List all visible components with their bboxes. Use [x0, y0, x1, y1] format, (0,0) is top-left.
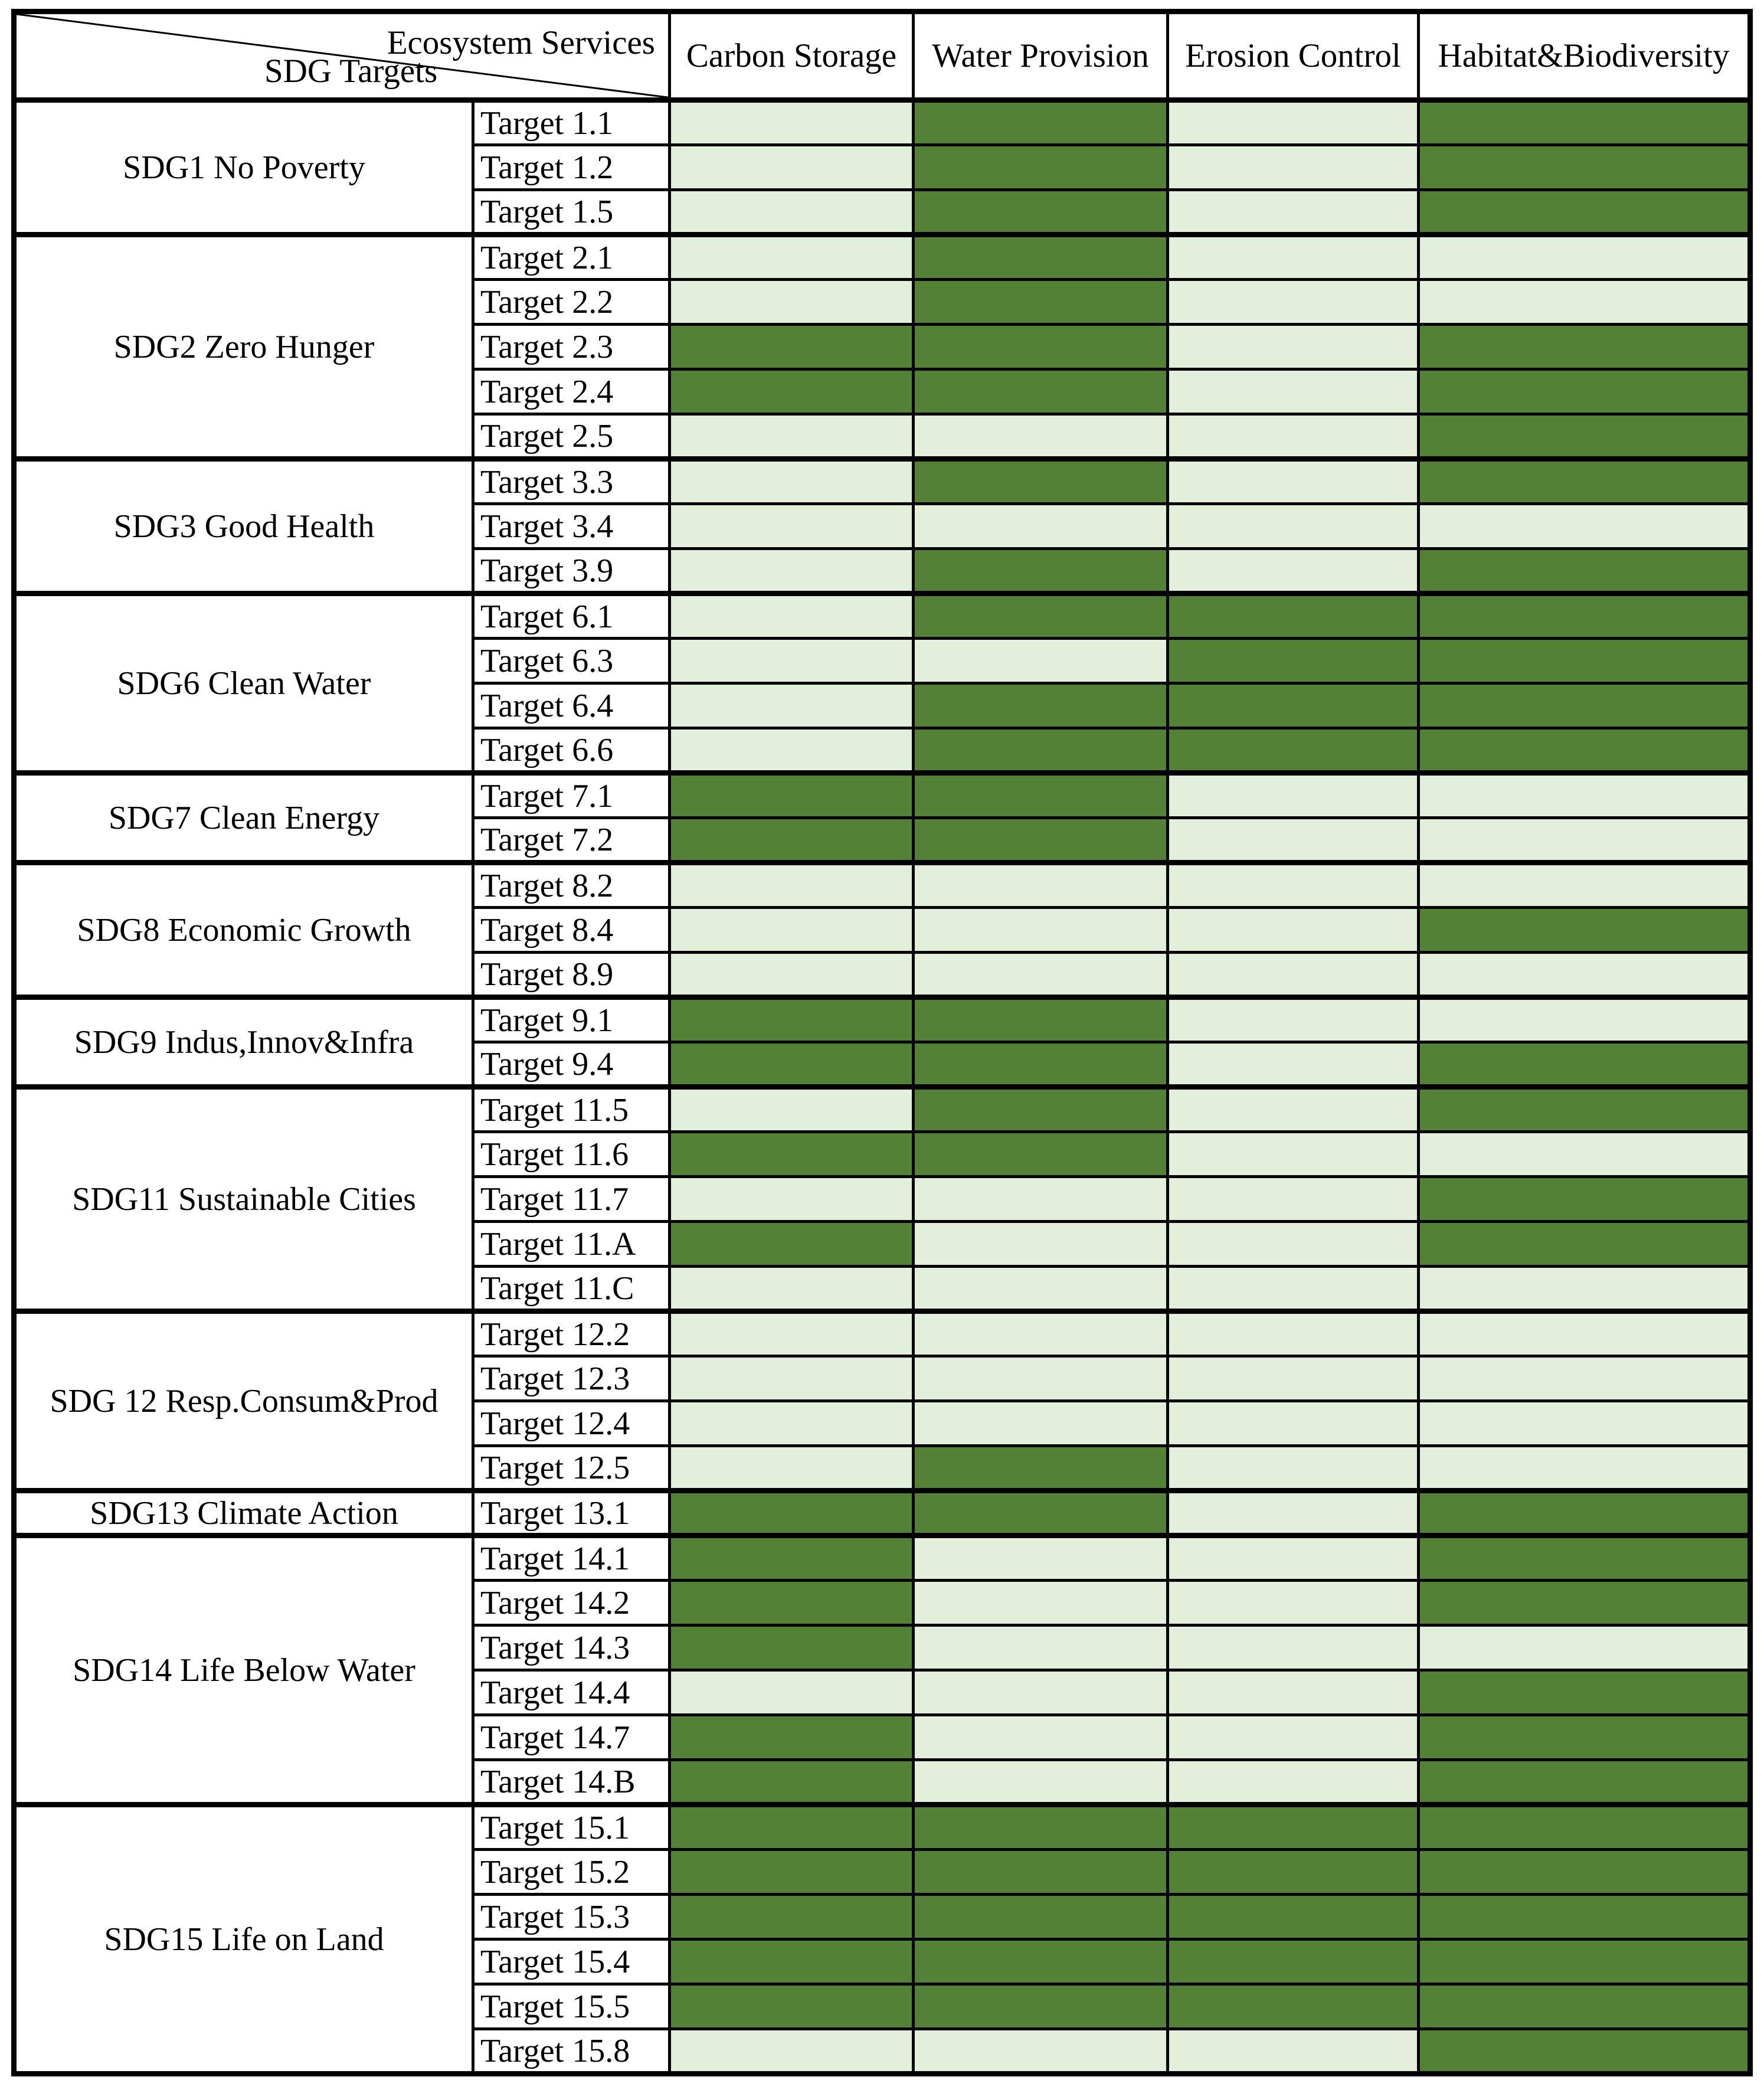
matrix-row	[14, 863, 1750, 908]
matrix-cell	[914, 1625, 1168, 1670]
matrix-cell	[1419, 459, 1750, 504]
matrix-cell	[1419, 369, 1750, 414]
matrix-cell	[914, 459, 1168, 504]
matrix-cell	[1168, 908, 1419, 953]
matrix-cell	[914, 818, 1168, 863]
matrix-cell	[670, 549, 914, 594]
matrix-cell	[914, 549, 1168, 594]
corner-header-cell	[14, 12, 670, 100]
matrix-cell	[1168, 997, 1419, 1042]
matrix-cell	[1168, 863, 1419, 908]
sdg-group-label: SDG2 Zero Hunger	[14, 235, 473, 459]
matrix-cell	[1419, 683, 1750, 728]
corner-label-ecosystem-services: Ecosystem Services	[387, 24, 655, 61]
matrix-cell	[670, 1087, 914, 1132]
matrix-row	[14, 773, 1750, 818]
sdg-group-label: SDG7 Clean Energy	[14, 773, 473, 863]
matrix-cell	[914, 1356, 1168, 1401]
target-label: Target 2.5	[473, 414, 670, 459]
target-label: Target 14.B	[473, 1760, 670, 1805]
matrix-cell	[914, 414, 1168, 459]
column-header-habitat-biodiversity: Habitat&Biodiversity	[1419, 12, 1750, 100]
matrix-cell	[670, 908, 914, 953]
target-label: Target 15.3	[473, 1895, 670, 1939]
matrix-cell	[670, 414, 914, 459]
matrix-cell	[1419, 100, 1750, 145]
matrix-cell	[914, 997, 1168, 1042]
matrix-cell	[670, 1401, 914, 1446]
matrix-cell	[1419, 1401, 1750, 1446]
matrix-cell	[1168, 414, 1419, 459]
matrix-cell	[670, 1895, 914, 1939]
matrix-cell	[1419, 908, 1750, 953]
target-label: Target 2.1	[473, 235, 670, 280]
matrix-cell	[1419, 190, 1750, 235]
target-label: Target 14.3	[473, 1625, 670, 1670]
matrix-cell	[1419, 549, 1750, 594]
matrix-cell	[670, 1715, 914, 1760]
matrix-cell	[1168, 1222, 1419, 1267]
matrix-cell	[1419, 863, 1750, 908]
matrix-cell	[1419, 1267, 1750, 1311]
matrix-cell	[1168, 1715, 1419, 1760]
target-label: Target 7.2	[473, 818, 670, 863]
matrix-cell	[914, 1581, 1168, 1625]
matrix-cell	[670, 1491, 914, 1536]
matrix-cell	[1168, 1805, 1419, 1850]
matrix-cell	[670, 639, 914, 683]
sdg-group-label: SDG13 Climate Action	[14, 1491, 473, 1536]
target-label: Target 14.1	[473, 1536, 670, 1581]
matrix-cell	[1168, 639, 1419, 683]
matrix-cell	[1419, 1491, 1750, 1536]
matrix-row	[14, 1311, 1750, 1356]
matrix-cell	[1168, 369, 1419, 414]
column-header-water-provision: Water Provision	[914, 12, 1168, 100]
target-label: Target 13.1	[473, 1491, 670, 1536]
matrix-cell	[670, 459, 914, 504]
matrix-cell	[670, 1356, 914, 1401]
matrix-cell	[670, 280, 914, 325]
matrix-cell	[670, 325, 914, 369]
matrix-cell	[1168, 1132, 1419, 1177]
target-label: Target 14.4	[473, 1670, 670, 1715]
matrix-cell	[1168, 1267, 1419, 1311]
matrix-cell	[1168, 1311, 1419, 1356]
matrix-cell	[1168, 1581, 1419, 1625]
matrix-cell	[914, 1760, 1168, 1805]
matrix-cell	[1168, 1042, 1419, 1087]
matrix-row	[14, 1536, 1750, 1581]
sdg-group-label: SDG15 Life on Land	[14, 1805, 473, 2074]
matrix-cell	[1168, 2029, 1419, 2074]
matrix-cell	[1168, 1087, 1419, 1132]
target-label: Target 15.8	[473, 2029, 670, 2074]
matrix-cell	[670, 1446, 914, 1491]
matrix-cell	[1168, 549, 1419, 594]
matrix-cell	[1419, 414, 1750, 459]
target-label: Target 2.2	[473, 280, 670, 325]
matrix-cell	[670, 728, 914, 773]
target-label: Target 12.2	[473, 1311, 670, 1356]
matrix-cell	[1168, 100, 1419, 145]
matrix-cell	[1168, 728, 1419, 773]
matrix-cell	[670, 2029, 914, 2074]
matrix-cell	[914, 1446, 1168, 1491]
matrix-cell	[1168, 1446, 1419, 1491]
sdg-group-label: SDG3 Good Health	[14, 459, 473, 594]
matrix-cell	[1419, 1536, 1750, 1581]
target-label: Target 12.4	[473, 1401, 670, 1446]
matrix-cell	[914, 504, 1168, 549]
matrix-cell	[670, 863, 914, 908]
matrix-cell	[670, 773, 914, 818]
target-label: Target 6.4	[473, 683, 670, 728]
matrix-cell	[670, 235, 914, 280]
matrix-row	[14, 459, 1750, 504]
matrix-cell	[914, 1401, 1168, 1446]
matrix-cell	[1168, 190, 1419, 235]
matrix-cell	[670, 504, 914, 549]
matrix-cell	[914, 1939, 1168, 1984]
matrix-cell	[1419, 953, 1750, 997]
matrix-cell	[914, 2029, 1168, 2074]
matrix-cell	[670, 997, 914, 1042]
target-label: Target 11.C	[473, 1267, 670, 1311]
target-label: Target 2.3	[473, 325, 670, 369]
matrix-cell	[1419, 1760, 1750, 1805]
matrix-cell	[914, 280, 1168, 325]
matrix-cell	[1419, 1625, 1750, 1670]
matrix-cell	[914, 1850, 1168, 1895]
sdg-group-label: SDG1 No Poverty	[14, 100, 473, 235]
matrix-cell	[1419, 997, 1750, 1042]
matrix-cell	[670, 1222, 914, 1267]
target-label: Target 12.3	[473, 1356, 670, 1401]
matrix-cell	[1419, 1984, 1750, 2029]
matrix-cell	[670, 1984, 914, 2029]
matrix-cell	[1168, 953, 1419, 997]
matrix-cell	[1168, 1356, 1419, 1401]
matrix-cell	[1419, 1087, 1750, 1132]
matrix-cell	[1419, 1895, 1750, 1939]
sdg-group-label: SDG9 Indus,Innov&Infra	[14, 997, 473, 1087]
matrix-cell	[914, 953, 1168, 997]
matrix-cell	[1168, 235, 1419, 280]
matrix-cell	[670, 953, 914, 997]
matrix-row	[14, 1805, 1750, 1850]
sdg-group-label: SDG14 Life Below Water	[14, 1536, 473, 1805]
matrix-cell	[1419, 280, 1750, 325]
matrix-cell	[670, 1132, 914, 1177]
matrix-cell	[1419, 1311, 1750, 1356]
matrix-cell	[1419, 1805, 1750, 1850]
target-label: Target 1.1	[473, 100, 670, 145]
matrix-cell	[914, 1087, 1168, 1132]
matrix-cell	[914, 863, 1168, 908]
matrix-cell	[1419, 639, 1750, 683]
matrix-cell	[914, 1536, 1168, 1581]
matrix-cell	[1419, 504, 1750, 549]
matrix-cell	[670, 369, 914, 414]
target-label: Target 15.5	[473, 1984, 670, 2029]
matrix-cell	[1168, 773, 1419, 818]
matrix-cell	[914, 1311, 1168, 1356]
matrix-cell	[914, 1805, 1168, 1850]
target-label: Target 9.1	[473, 997, 670, 1042]
target-label: Target 15.1	[473, 1805, 670, 1850]
matrix-cell	[914, 1491, 1168, 1536]
matrix-cell	[1419, 1446, 1750, 1491]
matrix-cell	[1168, 1895, 1419, 1939]
matrix-table	[11, 9, 1753, 2076]
sdg-group-label: SDG 12 Resp.Consum&Prod	[14, 1311, 473, 1491]
matrix-cell	[914, 1177, 1168, 1222]
matrix-cell	[1419, 1222, 1750, 1267]
matrix-cell	[914, 908, 1168, 953]
matrix-cell	[914, 369, 1168, 414]
target-label: Target 11.5	[473, 1087, 670, 1132]
matrix-cell	[1419, 1715, 1750, 1760]
target-label: Target 6.1	[473, 594, 670, 639]
matrix-cell	[1419, 2029, 1750, 2074]
matrix-cell	[1419, 1356, 1750, 1401]
matrix-cell	[670, 145, 914, 190]
matrix-cell	[1168, 1401, 1419, 1446]
matrix-cell	[914, 1670, 1168, 1715]
matrix-cell	[914, 683, 1168, 728]
target-label: Target 15.2	[473, 1850, 670, 1895]
matrix-cell	[914, 773, 1168, 818]
matrix-cell	[670, 1177, 914, 1222]
matrix-row	[14, 997, 1750, 1042]
matrix-cell	[670, 594, 914, 639]
target-label: Target 1.5	[473, 190, 670, 235]
header-row	[14, 12, 1750, 100]
target-label: Target 3.9	[473, 549, 670, 594]
matrix-cell	[914, 100, 1168, 145]
matrix-cell	[670, 100, 914, 145]
matrix-cell	[1168, 594, 1419, 639]
matrix-cell	[1419, 594, 1750, 639]
target-label: Target 3.4	[473, 504, 670, 549]
target-label: Target 8.2	[473, 863, 670, 908]
matrix-cell	[670, 1311, 914, 1356]
matrix-row	[14, 235, 1750, 280]
matrix-cell	[670, 683, 914, 728]
matrix-cell	[670, 1760, 914, 1805]
target-label: Target 6.3	[473, 639, 670, 683]
matrix-cell	[1419, 1670, 1750, 1715]
matrix-cell	[1168, 1536, 1419, 1581]
target-label: Target 2.4	[473, 369, 670, 414]
matrix-cell	[1419, 728, 1750, 773]
column-header-erosion-control: Erosion Control	[1168, 12, 1419, 100]
matrix-cell	[670, 1670, 914, 1715]
matrix-cell	[914, 235, 1168, 280]
matrix-cell	[1419, 1132, 1750, 1177]
matrix-cell	[670, 1805, 914, 1850]
matrix-cell	[914, 190, 1168, 235]
target-label: Target 11.A	[473, 1222, 670, 1267]
matrix-cell	[914, 1267, 1168, 1311]
matrix-row	[14, 1087, 1750, 1132]
matrix-cell	[914, 594, 1168, 639]
matrix-cell	[1419, 1939, 1750, 1984]
target-label: Target 11.6	[473, 1132, 670, 1177]
target-label: Target 15.4	[473, 1939, 670, 1984]
matrix-cell	[1419, 818, 1750, 863]
matrix-cell	[1419, 235, 1750, 280]
matrix-cell	[1168, 1984, 1419, 2029]
matrix-cell	[914, 728, 1168, 773]
target-label: Target 6.6	[473, 728, 670, 773]
matrix-cell	[1168, 459, 1419, 504]
matrix-cell	[1168, 1760, 1419, 1805]
matrix-cell	[1168, 1625, 1419, 1670]
target-label: Target 14.7	[473, 1715, 670, 1760]
matrix-cell	[1168, 683, 1419, 728]
target-label: Target 7.1	[473, 773, 670, 818]
target-label: Target 9.4	[473, 1042, 670, 1087]
matrix-cell	[914, 1895, 1168, 1939]
matrix-cell	[1168, 1177, 1419, 1222]
matrix-cell	[670, 1267, 914, 1311]
matrix-cell	[1419, 1177, 1750, 1222]
matrix-cell	[670, 818, 914, 863]
matrix-cell	[670, 1939, 914, 1984]
target-label: Target 12.5	[473, 1446, 670, 1491]
matrix-cell	[914, 1984, 1168, 2029]
matrix-cell	[670, 1536, 914, 1581]
matrix-cell	[670, 1625, 914, 1670]
matrix-cell	[1419, 773, 1750, 818]
matrix-cell	[914, 145, 1168, 190]
matrix-cell	[670, 1042, 914, 1087]
matrix-cell	[1419, 1042, 1750, 1087]
sdg-group-label: SDG8 Economic Growth	[14, 863, 473, 997]
matrix-row	[14, 594, 1750, 639]
matrix-cell	[1419, 145, 1750, 190]
matrix-cell	[914, 1042, 1168, 1087]
matrix-cell	[914, 1132, 1168, 1177]
matrix-cell	[670, 190, 914, 235]
column-header-carbon-storage: Carbon Storage	[670, 12, 914, 100]
target-label: Target 1.2	[473, 145, 670, 190]
matrix-cell	[914, 1222, 1168, 1267]
matrix-row	[14, 100, 1750, 145]
matrix-cell	[1419, 1850, 1750, 1895]
matrix-cell	[914, 1715, 1168, 1760]
matrix-cell	[1168, 818, 1419, 863]
matrix-cell	[914, 325, 1168, 369]
matrix-cell	[1419, 325, 1750, 369]
matrix-cell	[1168, 145, 1419, 190]
target-label: Target 14.2	[473, 1581, 670, 1625]
target-label: Target 8.4	[473, 908, 670, 953]
sdg-group-label: SDG11 Sustainable Cities	[14, 1087, 473, 1311]
target-label: Target 11.7	[473, 1177, 670, 1222]
matrix-cell	[670, 1581, 914, 1625]
matrix-cell	[914, 639, 1168, 683]
sdg-group-label: SDG6 Clean Water	[14, 594, 473, 773]
matrix-row	[14, 1491, 1750, 1536]
matrix-cell	[1168, 1939, 1419, 1984]
target-label: Target 3.3	[473, 459, 670, 504]
matrix-cell	[1168, 1670, 1419, 1715]
corner-label-sdg-targets: SDG Targets	[264, 53, 438, 90]
matrix-cell	[670, 1850, 914, 1895]
matrix-cell	[1419, 1581, 1750, 1625]
matrix-cell	[1168, 325, 1419, 369]
matrix-cell	[1168, 504, 1419, 549]
matrix-cell	[1168, 1491, 1419, 1536]
matrix-cell	[1168, 1850, 1419, 1895]
matrix-cell	[1168, 280, 1419, 325]
target-label: Target 8.9	[473, 953, 670, 997]
